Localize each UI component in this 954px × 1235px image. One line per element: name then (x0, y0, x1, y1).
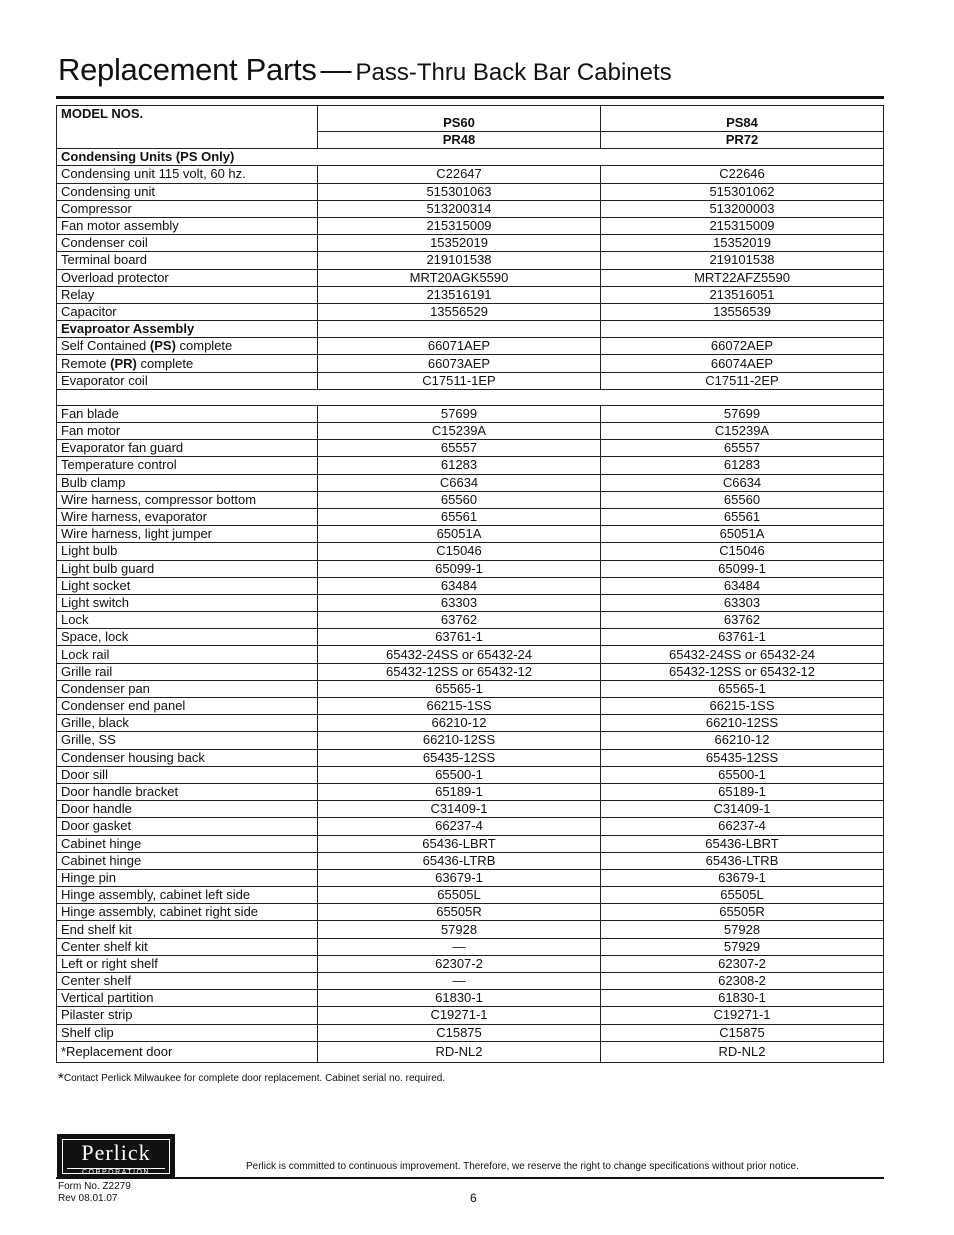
part-label: Fan motor assembly (57, 217, 318, 234)
evap-coil-ps60: C17511-1EP (318, 372, 601, 389)
part-label: Terminal board (57, 252, 318, 269)
door-ps60: RD-NL2 (318, 1041, 601, 1062)
door-label: *Replacement door (57, 1041, 318, 1062)
part-number-ps60: 513200314 (318, 200, 601, 217)
table-row (57, 457, 884, 474)
part-number-ps84: 66210-12SS (601, 715, 884, 732)
part-number-ps84: 13556539 (601, 303, 884, 320)
table-row (57, 869, 884, 886)
part-label: Overload protector (57, 269, 318, 286)
page-number: 6 (470, 1191, 477, 1205)
section-row (57, 149, 884, 166)
part-label: Center shelf (57, 973, 318, 990)
part-number-ps84: 57929 (601, 938, 884, 955)
part-number-ps84: 65561 (601, 508, 884, 525)
part-label: Condenser housing back (57, 749, 318, 766)
commitment-text: Perlick is committed to continuous improvement. Therefore, we reserve the right to change specifications without prior notice. (246, 1161, 799, 1172)
table-row (57, 801, 884, 818)
part-label: Cabinet hinge (57, 852, 318, 869)
part-label: Light switch (57, 594, 318, 611)
part-number-ps60: — (318, 973, 601, 990)
evap-remote-ps60: 66073AEP (318, 355, 601, 372)
part-number-ps60: 63679-1 (318, 869, 601, 886)
part-number-ps84: 63484 (601, 577, 884, 594)
model-ps84: PS84 (601, 106, 884, 132)
part-number-ps84: 65436-LTRB (601, 852, 884, 869)
part-label: Light bulb (57, 543, 318, 560)
part-label: Capacitor (57, 303, 318, 320)
table-row (57, 732, 884, 749)
table-row (57, 474, 884, 491)
part-number-ps84: C22646 (601, 166, 884, 183)
part-number-ps84: 62307-2 (601, 955, 884, 972)
part-label: Vertical partition (57, 990, 318, 1007)
part-number-ps84: 57928 (601, 921, 884, 938)
part-number-ps60: 65432-24SS or 65432-24 (318, 646, 601, 663)
part-number-ps84: 65436-LBRT (601, 835, 884, 852)
part-label: Door handle bracket (57, 783, 318, 800)
table-row (57, 783, 884, 800)
part-number-ps60: 66215-1SS (318, 698, 601, 715)
part-number-ps84: 213516051 (601, 286, 884, 303)
part-number-ps84: C15239A (601, 423, 884, 440)
evap-remote-label: Remote (PR) complete (57, 355, 318, 372)
part-number-ps60: 65436-LTRB (318, 852, 601, 869)
evap-coil-ps84: C17511-2EP (601, 372, 884, 389)
part-number-ps60: 62307-2 (318, 955, 601, 972)
part-number-ps84: C6634 (601, 474, 884, 491)
header-row (57, 106, 884, 132)
part-label: Door handle (57, 801, 318, 818)
part-number-ps84: 65435-12SS (601, 749, 884, 766)
part-number-ps60: 65436-LBRT (318, 835, 601, 852)
part-number-ps60: C15239A (318, 423, 601, 440)
part-label: Shelf clip (57, 1024, 318, 1041)
table-row (57, 491, 884, 508)
part-label: End shelf kit (57, 921, 318, 938)
part-label: Door gasket (57, 818, 318, 835)
section-row (57, 321, 884, 338)
part-number-ps84: 65565-1 (601, 680, 884, 697)
table-row (57, 440, 884, 457)
logo-corp: CORPORATION (67, 1168, 165, 1176)
part-number-ps60: 65435-12SS (318, 749, 601, 766)
part-label: Fan blade (57, 405, 318, 422)
part-number-ps84: 63679-1 (601, 869, 884, 886)
part-number-ps60: 65565-1 (318, 680, 601, 697)
table-row (57, 1024, 884, 1041)
perlick-logo (57, 1134, 175, 1179)
part-label: Hinge assembly, cabinet right side (57, 904, 318, 921)
table-row (57, 887, 884, 904)
table-row (57, 338, 884, 355)
part-number-ps60: 65051A (318, 526, 601, 543)
condensing-section-label: Condensing Units (PS Only) (57, 149, 884, 166)
part-number-ps60: 63761-1 (318, 629, 601, 646)
table-row (57, 921, 884, 938)
part-number-ps60: 63303 (318, 594, 601, 611)
footer-rule (56, 1177, 884, 1179)
evap-coil-label: Evaporator coil (57, 372, 318, 389)
part-number-ps84: 513200003 (601, 200, 884, 217)
table-row (57, 904, 884, 921)
part-number-ps60: C15875 (318, 1024, 601, 1041)
part-number-ps84: 65505R (601, 904, 884, 921)
part-label: Grille, SS (57, 732, 318, 749)
part-number-ps84: 65560 (601, 491, 884, 508)
part-label: Wire harness, compressor bottom (57, 491, 318, 508)
part-label: Grille, black (57, 715, 318, 732)
part-number-ps84: 66210-12 (601, 732, 884, 749)
table-row (57, 818, 884, 835)
evap-section-label: Evaproator Assembly (57, 321, 318, 338)
part-number-ps84: 66215-1SS (601, 698, 884, 715)
part-number-ps84: 63762 (601, 612, 884, 629)
part-label: Condensing unit (57, 183, 318, 200)
table-row (57, 166, 884, 183)
part-label: Left or right shelf (57, 955, 318, 972)
part-number-ps60: 65560 (318, 491, 601, 508)
part-label: Wire harness, light jumper (57, 526, 318, 543)
table-row (57, 526, 884, 543)
part-label: Bulb clamp (57, 474, 318, 491)
part-number-ps60: 65432-12SS or 65432-12 (318, 663, 601, 680)
title-sub: Pass-Thru Back Bar Cabinets (355, 59, 672, 86)
table-row (57, 508, 884, 525)
part-number-ps84: 66237-4 (601, 818, 884, 835)
table-row (57, 990, 884, 1007)
table-row (57, 938, 884, 955)
part-number-ps84: 65432-24SS or 65432-24 (601, 646, 884, 663)
table-row (57, 200, 884, 217)
table-row (57, 973, 884, 990)
table-row (57, 629, 884, 646)
table-row (57, 835, 884, 852)
part-label: Temperature control (57, 457, 318, 474)
part-label: Hinge pin (57, 869, 318, 886)
part-number-ps84: 219101538 (601, 252, 884, 269)
part-number-ps60: C15046 (318, 543, 601, 560)
footnote-text: Contact Perlick Milwaukee for complete door replacement. Cabinet serial no. required. (63, 1073, 446, 1084)
part-number-ps84: MRT22AFZ5590 (601, 269, 884, 286)
part-number-ps60: 215315009 (318, 217, 601, 234)
table-row (57, 1041, 884, 1062)
part-number-ps84: 65500-1 (601, 766, 884, 783)
part-number-ps84: C15046 (601, 543, 884, 560)
part-number-ps84: 65557 (601, 440, 884, 457)
page-title (58, 52, 672, 88)
part-number-ps84: 61283 (601, 457, 884, 474)
table-row (57, 183, 884, 200)
part-number-ps60: 13556529 (318, 303, 601, 320)
part-number-ps84: 65099-1 (601, 560, 884, 577)
part-number-ps60: — (318, 938, 601, 955)
title-rule (56, 96, 884, 99)
part-number-ps84: 63761-1 (601, 629, 884, 646)
part-label: Condenser pan (57, 680, 318, 697)
model-pr48: PR48 (318, 132, 601, 149)
part-number-ps84: 65505L (601, 887, 884, 904)
part-label: Door sill (57, 766, 318, 783)
part-number-ps84: 65189-1 (601, 783, 884, 800)
table-row (57, 355, 884, 372)
part-number-ps84: 61830-1 (601, 990, 884, 1007)
table-row (57, 577, 884, 594)
part-label: Hinge assembly, cabinet left side (57, 887, 318, 904)
form-number: Form No. Z2279 Rev 08.01.07 (58, 1181, 131, 1204)
evap-self-ps84: 66072AEP (601, 338, 884, 355)
part-number-ps84: 65051A (601, 526, 884, 543)
part-number-ps60: C6634 (318, 474, 601, 491)
table-row (57, 217, 884, 234)
part-label: Space, lock (57, 629, 318, 646)
evap-self-label: Self Contained (PS) complete (57, 338, 318, 355)
title-dash: — (320, 52, 352, 87)
part-label: Grille rail (57, 663, 318, 680)
part-number-ps84: 65432-12SS or 65432-12 (601, 663, 884, 680)
table-row (57, 1007, 884, 1024)
part-number-ps60: 219101538 (318, 252, 601, 269)
part-number-ps60: 65500-1 (318, 766, 601, 783)
part-number-ps60: 66237-4 (318, 818, 601, 835)
table-row (57, 423, 884, 440)
footnote: *Contact Perlick Milwaukee for complete door replacement. Cabinet serial no. required. (58, 1070, 446, 1087)
part-number-ps84: 63303 (601, 594, 884, 611)
table-row (57, 543, 884, 560)
model-label: MODEL NOS. (57, 106, 318, 149)
table-row (57, 715, 884, 732)
part-label: Cabinet hinge (57, 835, 318, 852)
parts-table (56, 105, 884, 1063)
part-number-ps60: C19271-1 (318, 1007, 601, 1024)
table-row (57, 680, 884, 697)
part-number-ps60: 65505L (318, 887, 601, 904)
part-number-ps84: 515301062 (601, 183, 884, 200)
part-number-ps60: 65099-1 (318, 560, 601, 577)
part-number-ps60: 65561 (318, 508, 601, 525)
part-number-ps60: 63762 (318, 612, 601, 629)
part-label: Condenser coil (57, 235, 318, 252)
title-main: Replacement Parts (58, 52, 317, 87)
model-ps60: PS60 (318, 106, 601, 132)
part-label: Lock (57, 612, 318, 629)
part-label: Center shelf kit (57, 938, 318, 955)
part-number-ps84: 57699 (601, 405, 884, 422)
part-label: Light socket (57, 577, 318, 594)
part-number-ps60: 65557 (318, 440, 601, 457)
part-label: Compressor (57, 200, 318, 217)
part-number-ps60: 57928 (318, 921, 601, 938)
table-row (57, 698, 884, 715)
table-row (57, 405, 884, 422)
model-pr72: PR72 (601, 132, 884, 149)
part-number-ps84: C31409-1 (601, 801, 884, 818)
part-label: Condenser end panel (57, 698, 318, 715)
table-row (57, 646, 884, 663)
table-row (57, 955, 884, 972)
part-label: Relay (57, 286, 318, 303)
evap-remote-ps84: 66074AEP (601, 355, 884, 372)
part-number-ps60: 515301063 (318, 183, 601, 200)
part-label: Condensing unit 115 volt, 60 hz. (57, 166, 318, 183)
part-number-ps84: 15352019 (601, 235, 884, 252)
table-row (57, 235, 884, 252)
part-label: Evaporator fan guard (57, 440, 318, 457)
table-row (57, 252, 884, 269)
part-label: Lock rail (57, 646, 318, 663)
part-number-ps84: C19271-1 (601, 1007, 884, 1024)
part-label: Light bulb guard (57, 560, 318, 577)
part-number-ps60: 66210-12 (318, 715, 601, 732)
part-number-ps60: MRT20AGK5590 (318, 269, 601, 286)
part-number-ps60: 65505R (318, 904, 601, 921)
part-number-ps60: C31409-1 (318, 801, 601, 818)
table-row (57, 766, 884, 783)
evap-self-ps60: 66071AEP (318, 338, 601, 355)
table-row (57, 303, 884, 320)
door-ps84: RD-NL2 (601, 1041, 884, 1062)
part-number-ps60: 61283 (318, 457, 601, 474)
part-number-ps60: 65189-1 (318, 783, 601, 800)
part-number-ps60: 63484 (318, 577, 601, 594)
part-number-ps84: C15875 (601, 1024, 884, 1041)
part-number-ps84: 62308-2 (601, 973, 884, 990)
part-label: Wire harness, evaporator (57, 508, 318, 525)
table-row (57, 286, 884, 303)
part-number-ps60: 57699 (318, 405, 601, 422)
table-row (57, 612, 884, 629)
part-number-ps84: 215315009 (601, 217, 884, 234)
logo-name: Perlick (81, 1140, 151, 1165)
part-number-ps60: C22647 (318, 166, 601, 183)
part-number-ps60: 213516191 (318, 286, 601, 303)
part-label: Pilaster strip (57, 1007, 318, 1024)
part-number-ps60: 15352019 (318, 235, 601, 252)
blank-row (57, 389, 884, 405)
table-row (57, 663, 884, 680)
part-number-ps60: 66210-12SS (318, 732, 601, 749)
part-number-ps60: 61830-1 (318, 990, 601, 1007)
table-row (57, 749, 884, 766)
table-row (57, 594, 884, 611)
table-row (57, 269, 884, 286)
table-row (57, 560, 884, 577)
table-row (57, 372, 884, 389)
part-label: Fan motor (57, 423, 318, 440)
table-row (57, 852, 884, 869)
